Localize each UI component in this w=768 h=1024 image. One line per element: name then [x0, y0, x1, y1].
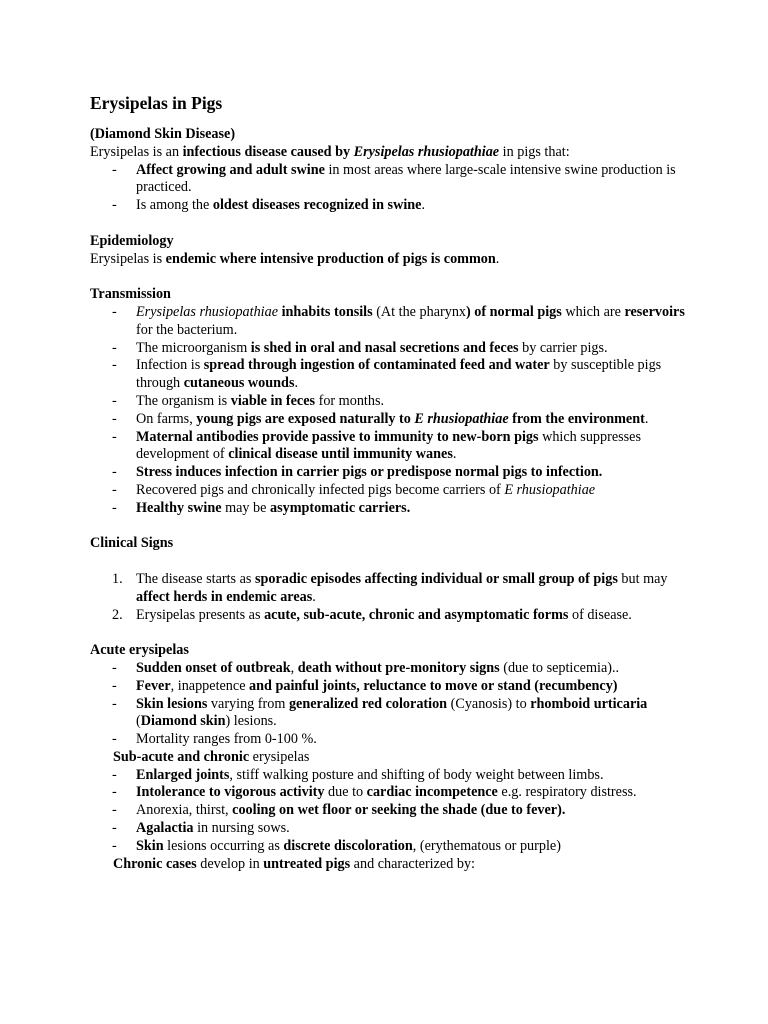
- dash-bullet: -: [112, 339, 117, 356]
- list-item: - Agalactia in nursing sows.: [112, 820, 290, 837]
- list-item: - Sudden onset of outbreak, death without pre-monitory signs (due to septicemia)..: [112, 659, 620, 676]
- item-number: 2.: [112, 606, 123, 623]
- dash-bullet: -: [112, 428, 117, 445]
- transmission-heading: Transmission: [90, 286, 171, 303]
- list-item: - Healthy swine may be asymptomatic carriers.: [112, 499, 411, 516]
- list-item: - Fever, inappetence and painful joints, reluctance to move or stand (recumbency): [112, 677, 618, 694]
- dash-bullet: -: [112, 357, 117, 374]
- list-item: - On farms, young pigs are exposed naturally to E rhusiopathiae from the environment.: [112, 410, 649, 427]
- document-title: Erysipelas in Pigs: [90, 93, 223, 113]
- dash-bullet: -: [112, 677, 117, 694]
- acute-heading: Acute erysipelas: [90, 642, 189, 659]
- list-item: - Recovered pigs and chronically infected pigs become carriers of E rhusiopathiae: [112, 481, 596, 498]
- chronic-heading: Chronic cases develop in untreated pigs and characterized by:: [113, 855, 475, 872]
- intro-list: [90, 162, 690, 215]
- dash-bullet: -: [112, 197, 117, 214]
- subacute-list: [90, 767, 690, 856]
- dash-bullet: -: [112, 481, 117, 498]
- dash-bullet: -: [112, 766, 117, 783]
- list-item: - Is among the oldest diseases recognized in swine.: [112, 197, 425, 214]
- list-item: - Anorexia, thirst, cooling on wet floor or seeking the shade (due to fever).: [112, 802, 566, 819]
- list-item: - The organism is viable in feces for months.: [112, 392, 385, 409]
- subacute-heading: Sub-acute and chronic erysipelas: [113, 748, 310, 765]
- list-item: - Infection is spread through ingestion of contaminated feed and water by susceptible pigs through cutaneous wounds.: [112, 357, 662, 392]
- list-item: - The microorganism is shed in oral and nasal secretions and feces by carrier pigs.: [112, 339, 608, 356]
- acute-list: [90, 660, 690, 749]
- dash-bullet: -: [112, 410, 117, 427]
- dash-bullet: -: [112, 784, 117, 801]
- dash-bullet: -: [112, 731, 117, 748]
- clinical-signs-heading: Clinical Signs: [90, 535, 174, 552]
- list-item: - Erysipelas rhusiopathiae inhabits tonsils (At the pharynx) of normal pigs which are reservoirs for the bacterium.: [112, 303, 685, 338]
- dash-bullet: -: [112, 820, 117, 837]
- dash-bullet: -: [112, 303, 117, 320]
- list-item: - Intolerance to vigorous activity due to cardiac incompetence e.g. respiratory distress.: [112, 784, 637, 801]
- dash-bullet: -: [112, 695, 117, 712]
- document-page: [90, 92, 690, 873]
- list-item: - Maternal antibodies provide passive to immunity to new-born pigs which suppresses development of clinical disease until immunity wanes.: [112, 428, 641, 463]
- clinical-signs-list: [90, 571, 690, 624]
- list-item: - Affect growing and adult swine in most areas where large-scale intensive swine production is practiced.: [112, 161, 676, 196]
- epidemiology-heading: Epidemiology: [90, 232, 174, 249]
- list-item: - Skin lesions varying from generalized red coloration (Cyanosis) to rhomboid urticaria (Diamond skin) lesions.: [112, 695, 648, 730]
- dash-bullet: -: [112, 392, 117, 409]
- dash-bullet: -: [112, 659, 117, 676]
- dash-bullet: -: [112, 464, 117, 481]
- item-number: 1.: [112, 570, 123, 587]
- intro-lead: Erysipelas is an infectious disease caused by Erysipelas rhusiopathiae in pigs that:: [90, 143, 570, 160]
- list-item: - Mortality ranges from 0-100 %.: [112, 731, 317, 748]
- list-item: - Skin lesions occurring as discrete discoloration, (erythematous or purple): [112, 837, 561, 854]
- dash-bullet: -: [112, 802, 117, 819]
- numbered-item: 1. The disease starts as sporadic episodes affecting individual or small group of pigs but may affect herds in endemic areas.: [112, 570, 668, 605]
- list-item: - Stress induces infection in carrier pigs or predispose normal pigs to infection.: [112, 464, 603, 481]
- dash-bullet: -: [112, 161, 117, 178]
- intro-heading: (Diamond Skin Disease): [90, 126, 236, 142]
- dash-bullet: -: [112, 837, 117, 854]
- epidemiology-text: Erysipelas is endemic where intensive production of pigs is common.: [90, 250, 500, 267]
- numbered-item: 2. Erysipelas presents as acute, sub-acute, chronic and asymptomatic forms of disease.: [112, 606, 632, 623]
- dash-bullet: -: [112, 499, 117, 516]
- transmission-list: [90, 304, 690, 518]
- list-item: - Enlarged joints, stiff walking posture and shifting of body weight between limbs.: [112, 766, 604, 783]
